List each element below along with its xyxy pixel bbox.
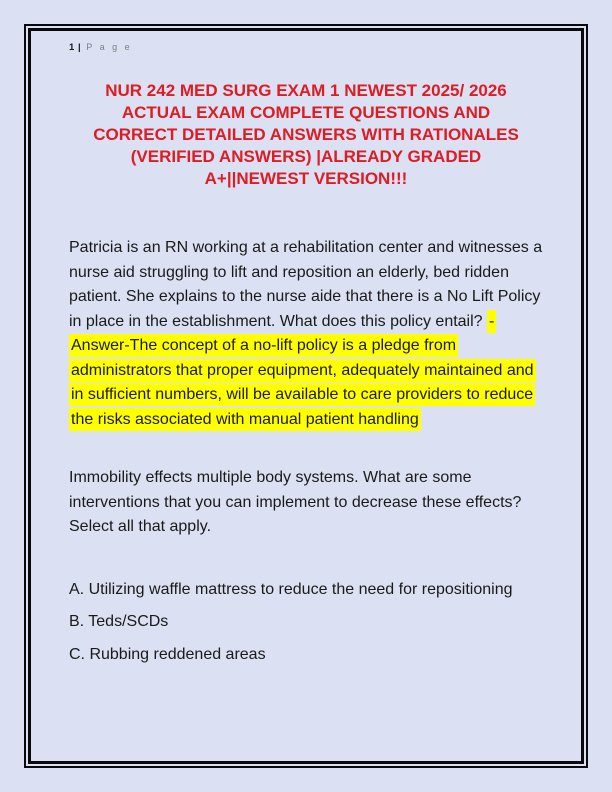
exam-title-line: A+||NEWEST VERSION!!! (204, 169, 408, 188)
answer-option-a: A. Utilizing waffle mattress to reduce the need for repositioning (69, 580, 513, 598)
answer-option-b: B. Teds/SCDs (69, 613, 169, 630)
exam-title-line: (VERIFIED ANSWERS) |ALREADY GRADED (130, 147, 482, 166)
page-number: 1 (69, 42, 76, 53)
exam-title-line: CORRECT DETAILED ANSWERS WITH RATIONALES (93, 125, 519, 144)
question-1 (69, 236, 543, 432)
exam-title-line: ACTUAL EXAM COMPLETE QUESTIONS AND (121, 103, 491, 122)
page-border-frame (24, 24, 588, 768)
page-number-header (69, 41, 543, 54)
question-2: Immobility effects multiple body systems. What are some interventions that you can implement to decrease these effects? Select all that apply. (69, 469, 522, 535)
answer-option-c: C. Rubbing reddened areas (69, 645, 266, 663)
exam-title (69, 80, 543, 190)
page-number-separator: | (77, 42, 82, 53)
page-border-frame-inner (28, 28, 584, 764)
exam-title-line: NUR 242 MED SURG EXAM 1 NEWEST 2025/ 2026 (105, 81, 507, 100)
question-1-text: Patricia is an RN working at a rehabilitation center and witnesses a nurse aid struggling to lift and reposition an elderly, bed ridden patient. She explains to the nurse aide that there is a No Lift Policy in place in the establishment. What does this policy entail? (69, 239, 543, 330)
question-1-answer-highlight: - Answer-The concept of a no-lift policy is a pledge from administrators that proper equipment, adequately maintained and in sufficient numbers, will be available to care providers to reduce the risks associated with manual patient handling (69, 310, 536, 431)
page-word-label: P a g e (86, 42, 133, 52)
